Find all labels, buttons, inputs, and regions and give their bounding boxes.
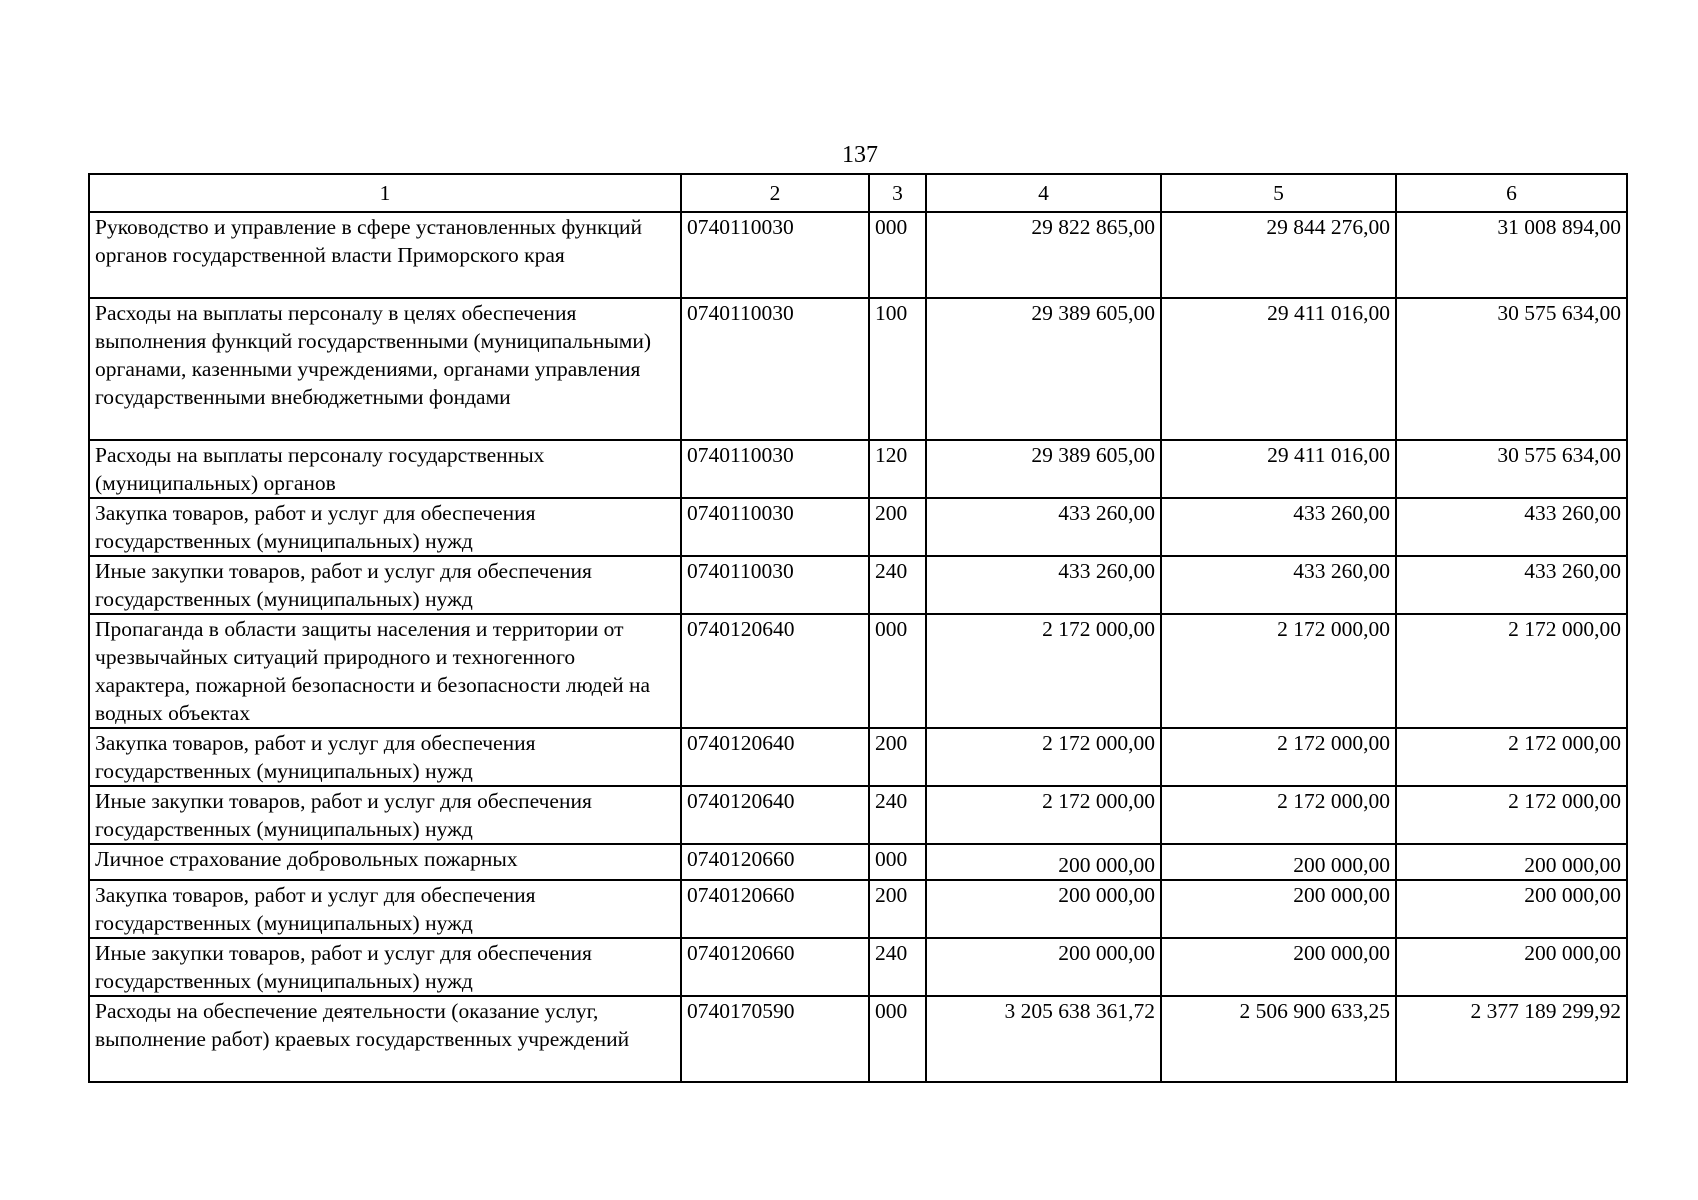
target-code: 0740170590 [681,996,869,1082]
amount-col4: 2 172 000,00 [926,614,1161,728]
expense-type-code: 100 [869,298,926,440]
amount-col6: 2 172 000,00 [1396,614,1627,728]
expense-type-code: 240 [869,556,926,614]
amount-col6: 30 575 634,00 [1396,440,1627,498]
amount-col4: 200 000,00 [926,880,1161,938]
target-code: 0740120660 [681,880,869,938]
amount-col6: 433 260,00 [1396,498,1627,556]
budget-table [88,173,1628,1083]
expense-type-code: 240 [869,786,926,844]
target-code: 0740110030 [681,298,869,440]
amount-col4: 2 172 000,00 [926,786,1161,844]
expense-name: Расходы на выплаты персоналу в целях обеспечения выполнения функций государственными (муниципальными) органами, казенными учреждениями, органами управления государственными внебюджетными фондами [89,298,681,440]
table-row [89,298,1627,440]
target-code: 0740120640 [681,614,869,728]
amount-col6: 200 000,00 [1396,938,1627,996]
expense-type-code: 000 [869,614,926,728]
amount-col5: 200 000,00 [1161,938,1396,996]
amount-col4: 3 205 638 361,72 [926,996,1161,1082]
column-header: 6 [1396,174,1627,212]
expense-name: Расходы на выплаты персоналу государственных (муниципальных) органов [89,440,681,498]
amount-col6: 31 008 894,00 [1396,212,1627,298]
amount-col5: 2 172 000,00 [1161,728,1396,786]
target-code: 0740110030 [681,212,869,298]
table-row [89,728,1627,786]
table-row [89,440,1627,498]
expense-type-code: 200 [869,498,926,556]
table-row [89,786,1627,844]
expense-name: Закупка товаров, работ и услуг для обеспечения государственных (муниципальных) нужд [89,728,681,786]
expense-name: Иные закупки товаров, работ и услуг для обеспечения государственных (муниципальных) нужд [89,938,681,996]
amount-col4: 2 172 000,00 [926,728,1161,786]
table-row [89,212,1627,298]
table-row [89,844,1627,880]
amount-col5: 29 844 276,00 [1161,212,1396,298]
table-row [89,556,1627,614]
expense-type-code: 000 [869,844,926,880]
expense-name: Личное страхование добровольных пожарных [89,844,681,880]
expense-type-code: 000 [869,212,926,298]
amount-col5: 200 000,00 [1161,880,1396,938]
column-header: 2 [681,174,869,212]
amount-col6: 2 377 189 299,92 [1396,996,1627,1082]
expense-type-code: 200 [869,728,926,786]
amount-col5: 2 172 000,00 [1161,786,1396,844]
expense-name: Пропаганда в области защиты населения и территории от чрезвычайных ситуаций природного и техногенного характера, пожарной безопасности и безопасности людей на водных объектах [89,614,681,728]
expense-name: Руководство и управление в сфере установленных функций органов государственной власти Приморского края [89,212,681,298]
amount-col4: 29 389 605,00 [926,298,1161,440]
amount-col5: 433 260,00 [1161,498,1396,556]
amount-col4: 29 822 865,00 [926,212,1161,298]
expense-type-code: 120 [869,440,926,498]
expense-type-code: 000 [869,996,926,1082]
amount-col4: 200 000,00 [926,844,1161,880]
amount-col4: 433 260,00 [926,556,1161,614]
column-header: 5 [1161,174,1396,212]
target-code: 0740110030 [681,556,869,614]
expense-name: Иные закупки товаров, работ и услуг для обеспечения государственных (муниципальных) нужд [89,786,681,844]
amount-col6: 2 172 000,00 [1396,786,1627,844]
amount-col6: 30 575 634,00 [1396,298,1627,440]
expense-type-code: 240 [869,938,926,996]
amount-col5: 29 411 016,00 [1161,298,1396,440]
amount-col5: 2 506 900 633,25 [1161,996,1396,1082]
table-row [89,938,1627,996]
table-row [89,880,1627,938]
page-number: 137 [842,142,878,168]
expense-name: Иные закупки товаров, работ и услуг для обеспечения государственных (муниципальных) нужд [89,556,681,614]
amount-col6: 200 000,00 [1396,844,1627,880]
expense-name: Закупка товаров, работ и услуг для обеспечения государственных (муниципальных) нужд [89,498,681,556]
table-row [89,498,1627,556]
column-header: 3 [869,174,926,212]
target-code: 0740120640 [681,728,869,786]
amount-col5: 433 260,00 [1161,556,1396,614]
amount-col6: 2 172 000,00 [1396,728,1627,786]
target-code: 0740120640 [681,786,869,844]
target-code: 0740110030 [681,440,869,498]
expense-name: Расходы на обеспечение деятельности (оказание услуг, выполнение работ) краевых государственных учреждений [89,996,681,1082]
target-code: 0740120660 [681,844,869,880]
column-header: 4 [926,174,1161,212]
expense-type-code: 200 [869,880,926,938]
table-row [89,614,1627,728]
amount-col4: 29 389 605,00 [926,440,1161,498]
column-header: 1 [89,174,681,212]
amount-col5: 29 411 016,00 [1161,440,1396,498]
amount-col5: 200 000,00 [1161,844,1396,880]
amount-col5: 2 172 000,00 [1161,614,1396,728]
target-code: 0740120660 [681,938,869,996]
amount-col4: 200 000,00 [926,938,1161,996]
amount-col6: 200 000,00 [1396,880,1627,938]
amount-col4: 433 260,00 [926,498,1161,556]
amount-col6: 433 260,00 [1396,556,1627,614]
target-code: 0740110030 [681,498,869,556]
expense-name: Закупка товаров, работ и услуг для обеспечения государственных (муниципальных) нужд [89,880,681,938]
table-row [89,996,1627,1082]
table-header-row [89,174,1627,212]
